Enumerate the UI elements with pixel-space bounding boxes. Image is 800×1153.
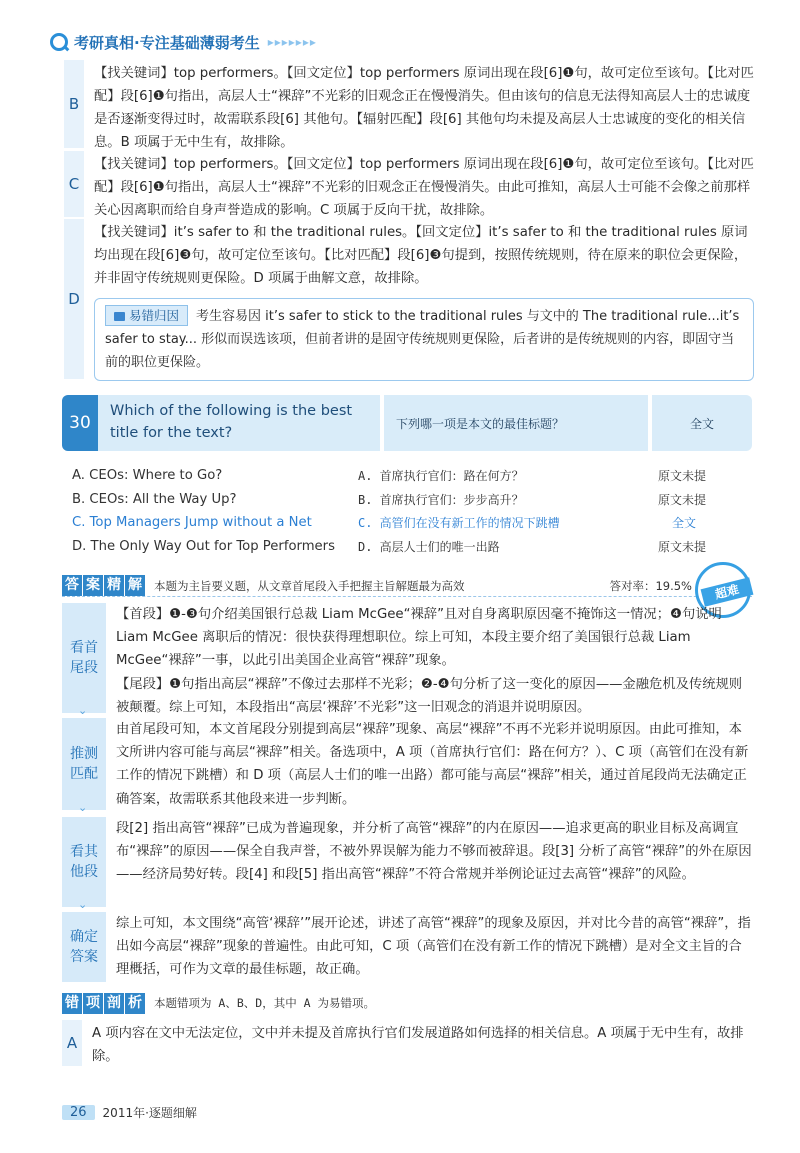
choice-cn: B. 首席执行官们：步步高升？ [358,492,524,507]
title-char: 析 [125,993,145,1014]
step-paragraph: 【首段】❶-❸句介绍美国银行总裁 Liam McGee“裸辞”且对自身离职原因毫不掩饰这一情况；❹句说明 Liam McGee 离职后的情况：很快获得理想职位。综上可知，本段主要介绍了美国银行总裁 Liam McGee“裸辞”一事，以此引出美国企业高管“裸辞”现象。 [116,607,722,669]
option-letter: B [64,60,84,148]
step-other-paragraphs [62,817,752,911]
title-char: 错 [62,993,82,1014]
step-label-text: 推测匹配 [70,746,98,782]
step-body [106,718,752,810]
option-letter: A [62,1020,82,1066]
chevron-down-icon: ⌄ [78,801,88,814]
step-label-text: 确定答案 [70,929,98,965]
option-text: A 项内容在文中无法定位，文中并未提及首席执行官们发展道路如何选择的相关信息。A 项属于无中生有，故排除。 [92,1026,744,1064]
choice-status: 原文未提 [658,469,707,484]
option-text: 【找关键词】it’s safer to 和 the traditional rules。【回文定位】it’s safer to 和 the traditional rules 原词均出现在段[6]❸句，故可定位至该句。【比对匹配】段[6]❸句提到，按照传统规则，待在原来的职位会更保险，并非固守传统规则更保险。D 项属于曲解文意，故排除。 [94,225,748,286]
choice-d [72,535,752,559]
accuracy-rate: 答对率：19.5% [609,578,692,593]
choice-status: 原文未提 [658,539,707,554]
question-bar [62,395,752,451]
option-text: 【找关键词】top performers。【回文定位】top performers 原词出现在段[6]❶句，故可定位至该句。【比对匹配】段[6]❶句指出，高层人士“裸辞”不光彩的旧观念正在慢慢消失。但由该句的信息无法得知高层人士的忠诚度是否逐渐变得过时，故需联系段[6] 其他句。【辐射匹配】段[6] 其他句均未提及高层人士忠诚度的变化的相关信息。B 项属于无中生有，故排除。 [94,66,754,150]
choice-status: 全文 [672,516,697,531]
error-option-a [62,1020,752,1068]
step-paragraph: 【尾段】❶句指出高层“裸辞”不像过去那样不光彩；❷-❹句分析了这一变化的原因——金融危机及传统规则被颠覆。综上可知，本段指出“高层‘裸辞’不光彩”这一旧观念的消退并说明原因。 [116,676,743,715]
choice-a [72,464,752,488]
option-letter: D [64,219,84,379]
choice-b [72,488,752,512]
option-analysis-d [64,219,754,379]
answer-section-note: 本题为主旨要义题，从文章首尾段入手把握主旨解题最为高效 [154,578,465,593]
question-scope: 全文 [652,395,752,451]
choice-en: D. The Only Way Out for Top Performers [72,538,335,554]
error-section-header [62,992,752,1014]
question-number: 30 [62,395,98,451]
step-paragraph: 由首尾段可知，本文首尾段分别提到高层“裸辞”现象、高层“裸辞”不再不光彩并说明原因。由此可推知，本文所讲内容可能与高层“裸辞”相关。备选项中，A 项（首席执行官们：路在何方？）、C 项（高管们在没有新工作的情况下跳槽）和 D 项（高层人士们的唯一出路）都可能与高层“裸辞”相关，通过首尾段尚无法确定正确答案，故需联系其他段来进一步判断。 [116,722,749,807]
title-char: 答 [62,575,82,596]
title-char: 解 [125,575,145,596]
option-analysis-b [64,60,754,148]
choice-cn: A. 首席执行官们：路在何方？ [358,469,524,484]
choice-en: A. CEOs: Where to Go? [72,468,223,484]
step-paragraph: 综上可知，本文围绕“高管‘裸辞’”展开论述，讲述了高管“裸辞”的现象及原因，并对比今昔的高管“裸辞”，指出如今高层“裸辞”现象的普遍性。由此可知，C 项（高管们在没有新工作的情况下跳槽）是对全文主旨的合理概括，可作为文章的最佳标题，故正确。 [116,916,751,978]
step-body [106,912,752,982]
tag-icon [114,312,125,321]
title-char: 剖 [104,993,124,1014]
footer-text: 2011年·逐题细解 [102,1106,197,1120]
error-tip-box [94,298,754,381]
option-text-wrap [84,219,754,379]
question-text-cn: 下列哪一项是本文的最佳标题？ [384,395,648,451]
choice-c-correct [72,511,752,535]
step-label [62,718,106,814]
page-footer [62,1104,197,1121]
title-char: 精 [104,575,124,596]
step-body [106,817,752,907]
option-analysis-c [64,151,754,217]
step-infer-match [62,718,752,814]
choice-status: 原文未提 [658,492,707,507]
question-text-en: Which of the following is the best title for the text? [98,395,380,451]
header-brand: 考研真相·专注基础薄弱考生 [74,33,260,52]
title-char: 项 [83,993,103,1014]
step-label-text: 看首尾段 [70,640,98,676]
search-logo-icon [50,33,68,51]
step-label-text: 看其他段 [70,844,98,880]
step-determine-answer [62,912,752,982]
difficulty-label: 超难 [701,577,754,607]
page-number: 26 [62,1105,95,1120]
choice-en: B. CEOs: All the Way Up? [72,491,237,507]
answer-section-title [62,575,146,596]
chevron-down-icon: ⌄ [78,898,88,911]
page-header [50,30,317,54]
choice-en: C. Top Managers Jump without a Net [72,515,312,531]
step-label [62,912,106,982]
step-body [106,603,752,713]
step-label [62,603,106,717]
choice-cn: D. 高层人士们的唯一出路 [358,539,500,554]
step-label [62,817,106,911]
choice-cn: C. 高管们在没有新工作的情况下跳槽 [358,516,560,531]
error-tip-label: 易错归因 [129,308,180,323]
error-tip-tag [105,305,188,326]
step-first-last-paragraph [62,603,752,717]
error-section-note: 本题错项为 A、B、D，其中 A 为易错项。 [154,996,375,1010]
title-char: 案 [83,575,103,596]
option-letter: C [64,151,84,217]
option-text: 【找关键词】top performers。【回文定位】top performers 原词出现在段[6]❶句，故可定位至该句。【比对匹配】段[6]❶句指出，高层人士“裸辞”不光彩的旧观念正在慢慢消失。由此可推知，高层人士可能不会像之前那样关心因离职而给自身声誉造成的影响。C 项属于反向干扰，故排除。 [94,157,754,218]
step-paragraph: 段[2] 指出高管“裸辞”已成为普遍现象，并分析了高管“裸辞”的内在原因——追求更高的职业目标及高调宣布“裸辞”的原因——保全自我声誉，不被外界误解为能力不够而被辞退。段[3] 分析了高管“裸辞”的外在原因——经济局势好转。段[4] 和段[5] 指出高管“裸辞”不符合常规并举例论证过去高管“裸辞”的风险。 [116,821,752,883]
chevron-down-icon: ⌄ [78,704,88,717]
header-arrows: ▸▸▸▸▸▸▸ [267,35,317,49]
error-tip-text: 考生容易因 it’s safer to stick to the traditional rules 与文中的 The traditional rule...it’s safer to stay... 形似而误选该项，但前者讲的是固守传统规则更保险，后者讲的是传统规则的内容，即固守当前的职位更保险。 [105,309,740,370]
answer-section-header [62,575,752,597]
error-section-title [62,993,146,1014]
choices-list [72,464,752,558]
